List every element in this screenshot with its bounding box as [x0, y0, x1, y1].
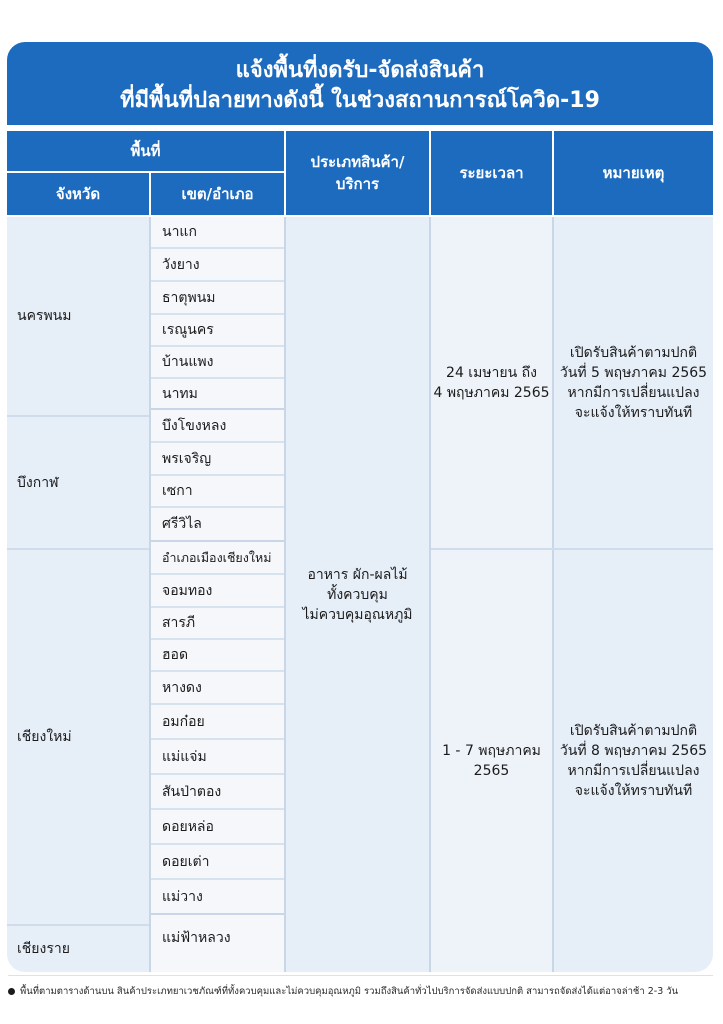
district-name: บึงโขงหลง: [162, 417, 227, 434]
district-row: [151, 740, 284, 775]
header-divider: [7, 171, 284, 173]
district-name: นาแก: [162, 224, 197, 240]
remark-line: หากมีการเปลี่ยนแปลง: [567, 763, 700, 779]
district-row: [151, 542, 284, 575]
period-line: 1 - 7 พฤษภาคม: [442, 743, 541, 759]
province-cell: [7, 417, 149, 548]
title-banner: [7, 42, 713, 128]
district-row: [151, 508, 284, 542]
district-row: [151, 915, 284, 961]
notice-card: [7, 42, 713, 972]
title-line-2: ที่มีพื้นที่ปลายทางดังนี้ ในช่วงสถานการณ์โควิด-19: [120, 88, 600, 113]
district-row: [151, 315, 284, 347]
district-row: [151, 775, 284, 810]
district-name: แม่ฟ้าหลวง: [162, 930, 231, 946]
header-remark: หมายเหตุ: [554, 131, 713, 215]
province-name: เชียงราย: [17, 941, 70, 957]
bullet-icon: [8, 988, 15, 995]
remark-line: วันที่ 5 พฤษภาคม 2565: [559, 364, 708, 381]
header-product-type: ประเภทสินค้า/บริการ: [286, 131, 429, 215]
remark-line: จะแจ้งให้ทราบทันที: [574, 404, 693, 421]
district-name: วังยาง: [162, 256, 200, 273]
header-province: จังหวัด: [7, 173, 149, 215]
product-type-line: ไม่ควบคุมอุณหภูมิ: [302, 606, 413, 623]
column-divider: [429, 217, 431, 972]
product-type-cell: [286, 217, 429, 972]
district-row: [151, 705, 284, 740]
district-name: ศรีวิไล: [162, 516, 202, 532]
district-name: นาทม: [162, 385, 198, 402]
province-name: บึงกาฬ: [17, 474, 59, 491]
province-name: นครพนม: [17, 308, 72, 324]
province-cell: [7, 926, 149, 972]
province-cell: [7, 217, 149, 415]
province-name: เชียงใหม่: [17, 729, 72, 745]
column-divider: [149, 217, 151, 972]
period-cell: [431, 217, 552, 548]
header-period: ระยะเวลา: [431, 131, 552, 215]
header-district: เขต/อำเภอ: [151, 173, 284, 215]
remark-cell: [554, 550, 713, 972]
district-row: [151, 443, 284, 476]
district-name: พรเจริญ: [162, 450, 212, 467]
district-name: บ้านแพง: [162, 354, 214, 370]
row-group-divider: [7, 415, 149, 417]
period-line: 4 พฤษภาคม 2565: [433, 384, 550, 401]
district-name: หางดง: [162, 679, 202, 696]
district-name: จอมทอง: [162, 582, 213, 599]
row-group-divider: [7, 548, 149, 550]
product-type-line: ทั้งควบคุม: [327, 586, 388, 603]
district-name: ธาตุพนม: [162, 289, 216, 306]
district-row: [151, 640, 284, 672]
district-row: [151, 410, 284, 443]
district-row: [151, 249, 284, 282]
period-cell: [431, 550, 552, 972]
district-row: [151, 672, 284, 705]
district-column: [151, 217, 284, 972]
province-cell: [7, 550, 149, 924]
header-area: พื้นที่: [7, 131, 284, 171]
district-name: ดอยหล่อ: [162, 818, 214, 835]
district-name: สันป่าตอง: [162, 783, 222, 800]
product-type-line: อาหาร ผัก-ผลไม้: [307, 566, 408, 583]
district-row: [151, 347, 284, 379]
district-name: สารภี: [162, 615, 196, 631]
footnote: [8, 984, 718, 999]
period-line: 2565: [473, 763, 510, 779]
row-group-divider: [7, 924, 149, 926]
remark-line: วันที่ 8 พฤษภาคม 2565: [559, 743, 708, 759]
district-name: อมก๋อย: [162, 713, 205, 730]
title-line-1: แจ้งพื้นที่งดรับ-จัดส่งสินค้า: [235, 58, 485, 83]
district-name: ดอยเต่า: [162, 853, 210, 870]
remark-line: เปิดรับสินค้าตามปกติ: [569, 344, 698, 361]
district-name: เซกา: [162, 483, 193, 499]
district-name: แม่แจ่ม: [162, 748, 207, 765]
district-name: อำเภอเมืองเชียงใหม่: [162, 549, 272, 565]
column-divider: [284, 217, 286, 972]
district-name: ฮอด: [162, 647, 189, 663]
district-name: แม่วาง: [162, 888, 203, 905]
district-row: [151, 880, 284, 915]
district-row: [151, 845, 284, 880]
district-row: [151, 575, 284, 608]
remark-line: จะแจ้งให้ทราบทันที: [574, 783, 693, 799]
footnote-divider: [8, 975, 713, 976]
district-row: [151, 810, 284, 845]
remark-line: เปิดรับสินค้าตามปกติ: [569, 723, 698, 739]
district-row: [151, 379, 284, 410]
row-group-divider: [431, 548, 713, 550]
column-divider: [552, 217, 554, 972]
footnote-text: พื้นที่ตามตารางด้านบน สินค้าประเภทยาเวชภัณฑ์ที่ทั้งควบคุมและไม่ควบคุมอุณหภูมิ รวมถึงสินค้าทั่วไปบริการจัดส่งแบบปกติ สามารถจัดส่งได้แต่อาจล่าช้า 2-3 วัน: [20, 986, 679, 997]
remark-cell: [554, 217, 713, 548]
district-name: เรณูนคร: [162, 322, 214, 338]
district-row: [151, 217, 284, 249]
district-row: [151, 282, 284, 315]
district-row: [151, 476, 284, 508]
period-line: 24 เมษายน ถึง: [446, 364, 537, 381]
remark-line: หากมีการเปลี่ยนแปลง: [567, 384, 700, 401]
district-row: [151, 608, 284, 640]
